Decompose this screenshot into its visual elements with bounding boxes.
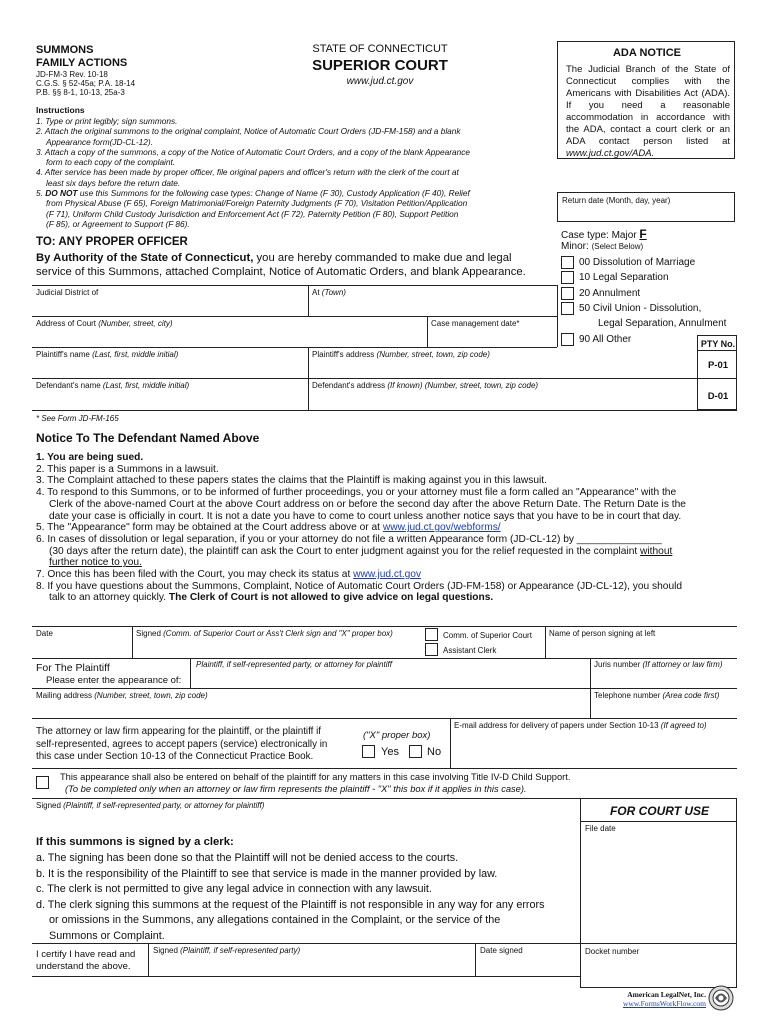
for-plaintiff-label: For The Plaintiff <box>36 662 110 674</box>
court-use-title: FOR COURT USE <box>609 804 710 818</box>
certify-text: I certify I have read and understand the above. <box>36 949 136 972</box>
minor-50-label-line2: Legal Separation, Annulment <box>598 318 727 329</box>
minor-10-label: 10 Legal Separation <box>579 272 669 283</box>
pty-no-label: PTY No. <box>700 339 736 349</box>
plaintiff-address-field[interactable]: Plaintiff's address (Number, street, town, zip code) <box>312 350 490 359</box>
statute-1: C.G.S. § 52-45a; P.A. 18-14 <box>36 79 136 88</box>
eservice-no-label: No <box>427 746 442 758</box>
x-proper-box-label: ("X" proper box) <box>363 730 431 741</box>
case-type-major-value[interactable]: F <box>639 227 647 241</box>
case-type-major-label: Case type: Major F <box>561 227 647 241</box>
minor-10-checkbox[interactable] <box>561 271 574 284</box>
mailing-address-field[interactable]: Mailing address (Number, street, town, zip code) <box>36 691 208 700</box>
pty-box <box>697 335 737 410</box>
ivd-checkbox[interactable] <box>36 776 49 789</box>
instructions-list: 1. Type or print legibly; sign summons. 2. Attach the original summons to the original complaint, Notice of Automatic Court Orders (JD-FM-158) and a blank Appearance form(JD-CL-12). 3. Attach a copy of the summons, a copy of the Notice of Automatic Court Orders, and a copy of the blank Appearance form to each copy of the complaint. 4. After service has been made by proper officer, file original papers and officer's return with the clerk of the court at least six days before the return date. 5. DO NOT use this Summons for the following case types: Change of Name (F 30), Custody Application (F 40), Relief from Physical Abuse (F 65), Foreign Matrimonial/Foreign Paternity Judgments (F 70), Visitation Petition/Application (F 71), Uniform Child Custody Jurisdiction and Enforcement Act (F 72), Paternity Petition (F 80), Support Petition (F 85), or Agreement to Support (F 86). <box>36 116 470 229</box>
name-signing-field[interactable]: Name of person signing at left <box>549 629 656 638</box>
case-type-minor-label: Minor: (Select Below) <box>561 241 644 252</box>
plaintiff-signed-field[interactable]: Signed (Plaintiff, if self-represented party) <box>153 946 301 955</box>
minor-20-checkbox[interactable] <box>561 287 574 300</box>
plaintiff-name-field[interactable]: Plaintiff's name (Last, first, middle initial) <box>36 350 179 359</box>
juris-number-field[interactable]: Juris number (If attorney or law firm) <box>594 660 723 669</box>
comm-superior-court-label: Comm. of Superior Court <box>443 631 532 640</box>
ada-link[interactable]: www.jud.ct.gov/ADA. <box>566 148 655 159</box>
officer-heading: TO: ANY PROPER OFFICER <box>36 236 188 248</box>
court-use-box <box>580 798 737 988</box>
date-field[interactable]: Date <box>36 629 53 638</box>
clerk-signed-field[interactable]: Signed (Comm. of Superior Court or Ass't Clerk sign and "X" proper box) <box>136 629 393 638</box>
judicial-district-field[interactable]: Judicial District of <box>36 288 99 297</box>
publisher-name: American LegalNet, Inc. <box>627 990 706 999</box>
pty-d01: D-01 <box>707 391 729 402</box>
file-date-field[interactable]: File date <box>585 824 616 833</box>
officer-command: By Authority of the State of Connecticut, you are hereby commanded to make due and legal service of this Summons, attached Complaint, Notice of Automatic Orders, and blank Appearance. <box>36 252 526 278</box>
ada-body: The Judicial Branch of the State of Connecticut complies with the Americans with Disabilities Act (ADA). If you need a reasonable accommodation in accordance with the ADA, contact a court clerk or an ADA contact person listed at www.jud.ct.gov/ADA. <box>566 64 730 159</box>
minor-90-label: 90 All Other <box>579 334 632 345</box>
plaintiff-attorney-field[interactable]: Plaintiff, if self-represented party, or attorney for plaintiff <box>196 660 392 669</box>
court-name: SUPERIOR COURT <box>312 57 448 74</box>
ada-title: ADA NOTICE <box>612 47 682 59</box>
statute-2: P.B. §§ 8-1, 10-13, 25a-3 <box>36 88 125 97</box>
enter-appearance-label: Please enter the appearance of: <box>46 675 182 686</box>
date-signed-field[interactable]: Date signed <box>480 946 523 955</box>
clerk-heading: If this summons is signed by a clerk: <box>36 836 234 848</box>
legalnet-logo-icon <box>708 985 734 1016</box>
telephone-field[interactable]: Telephone number (Area code first) <box>594 691 720 700</box>
ivd-text: This appearance shall also be entered on behalf of the plaintiff for any matters in this case involving Title IV-D Child Support. (To be completed only when an attorney or law firm represents the plaintiff - "X" this box if it applies in this case). <box>60 772 571 794</box>
form-title-family-actions: FAMILY ACTIONS <box>36 57 128 69</box>
assistant-clerk-checkbox[interactable] <box>425 643 438 656</box>
clerk-notes: a. The signing has been done so that the Plaintiff will not be denied access to the courts. b. It is the responsibility of the Plaintiff to see that service is made in the manner provided by law. c. The clerk is not permitted to give any legal advice in connection with any lawsuit. d. The clerk signing this summons at the request of the Plaintiff is not responsible in any way for any errors or omissions in the Summons, any allegations contained in the Complaint, or the service of the Summons or Complaint. <box>36 852 545 942</box>
minor-90-checkbox[interactable] <box>561 333 574 346</box>
status-link[interactable]: www.jud.ct.gov <box>353 569 422 581</box>
eservice-yes-label: Yes <box>381 746 399 758</box>
publisher-footer <box>610 990 706 1008</box>
instructions-title: Instructions <box>36 105 85 115</box>
eservice-no-checkbox[interactable] <box>409 745 422 758</box>
eservice-yes-checkbox[interactable] <box>362 745 375 758</box>
docket-number-field[interactable]: Docket number <box>585 947 640 956</box>
notice-heading: Notice To The Defendant Named Above <box>36 431 260 445</box>
publisher-url[interactable]: www.FormsWorkFlow.com <box>622 999 706 1008</box>
return-date-field[interactable]: Return date (Month, day, year) <box>557 192 735 222</box>
case-management-date-field[interactable]: Case management date* <box>431 319 520 328</box>
court-website: www.jud.ct.gov <box>346 76 414 87</box>
minor-20-label: 20 Annulment <box>579 288 641 299</box>
court-address-field[interactable]: Address of Court (Number, street, city) <box>36 319 173 328</box>
comm-superior-court-checkbox[interactable] <box>425 628 438 641</box>
signed-plaintiff-field[interactable]: Signed (Plaintiff, if self-represented party, or attorney for plaintiff) <box>36 801 265 810</box>
minor-50-checkbox[interactable] <box>561 302 574 315</box>
webforms-link[interactable]: www.jud.ct.gov/webforms/ <box>382 522 501 534</box>
minor-00-checkbox[interactable] <box>561 256 574 269</box>
notice-list: 1. You are being sued. 2. This paper is a Summons in a lawsuit. 3. The Complaint attached to these papers states the claims that the Plaintiff is making against you in this lawsuit. 4. To respond to this Summons, or to be informed of further proceedings, you or your attorney must file a form called an "Appearance" with the Clerk of the above-named Court at the above Court address on or before the second day after the above Return Date. The Return Date is the date your case is officially in court. It is not a date you have to come to court unless another notice says that you have to be in court that day. 5. The "Appearance" form may be obtained at the Court address above or at www.jud.ct.gov/webforms/ 6. In cases of dissolution or legal separation, if you or your attorney do not file a written Appearance form (JD-CL-12) by _______________ (30 days after the return date), the plaintiff can ask the Court to enter judgment against you for the relief requested in the complaint without further notice to you. 7. Once this has been filed with the Court, you may check its status at www.jud.ct.gov 8. If you have questions about the Summons, Complaint, Notice of Automatic Court Orders (JD-FM-158) or Appearance (JD-CL-12), you should talk to an attorney quickly. The Clerk of Court is not allowed to give advice on legal questions. <box>36 452 686 604</box>
email-field[interactable]: E-mail address for delivery of papers under Section 10-13 (If agreed to) <box>454 721 707 730</box>
minor-50-label: 50 Civil Union - Dissolution, <box>579 303 702 314</box>
form-id: JD-FM-3 Rev. 10-18 <box>36 70 108 79</box>
footnote: * See Form JD-FM-165 <box>36 414 119 423</box>
state-name: STATE OF CONNECTICUT <box>312 43 448 55</box>
electronic-service-text: The attorney or law firm appearing for the plaintiff, or the plaintiff if self-represented, agrees to accept papers (service) electronically in this case under Section 10-13 of the Connecticut Practice Book. <box>36 726 328 762</box>
pty-p01: P-01 <box>707 360 729 371</box>
at-town-field[interactable]: At (Town) <box>312 288 346 297</box>
defendant-address-field[interactable]: Defendant's address (If known) (Number, street, town, zip code) <box>312 381 539 390</box>
ada-notice-box <box>557 41 735 159</box>
defendant-name-field[interactable]: Defendant's name (Last, first, middle initial) <box>36 381 190 390</box>
form-title-summons: SUMMONS <box>36 44 94 56</box>
assistant-clerk-label: Assistant Clerk <box>443 646 497 655</box>
minor-00-label: 00 Dissolution of Marriage <box>579 257 696 268</box>
